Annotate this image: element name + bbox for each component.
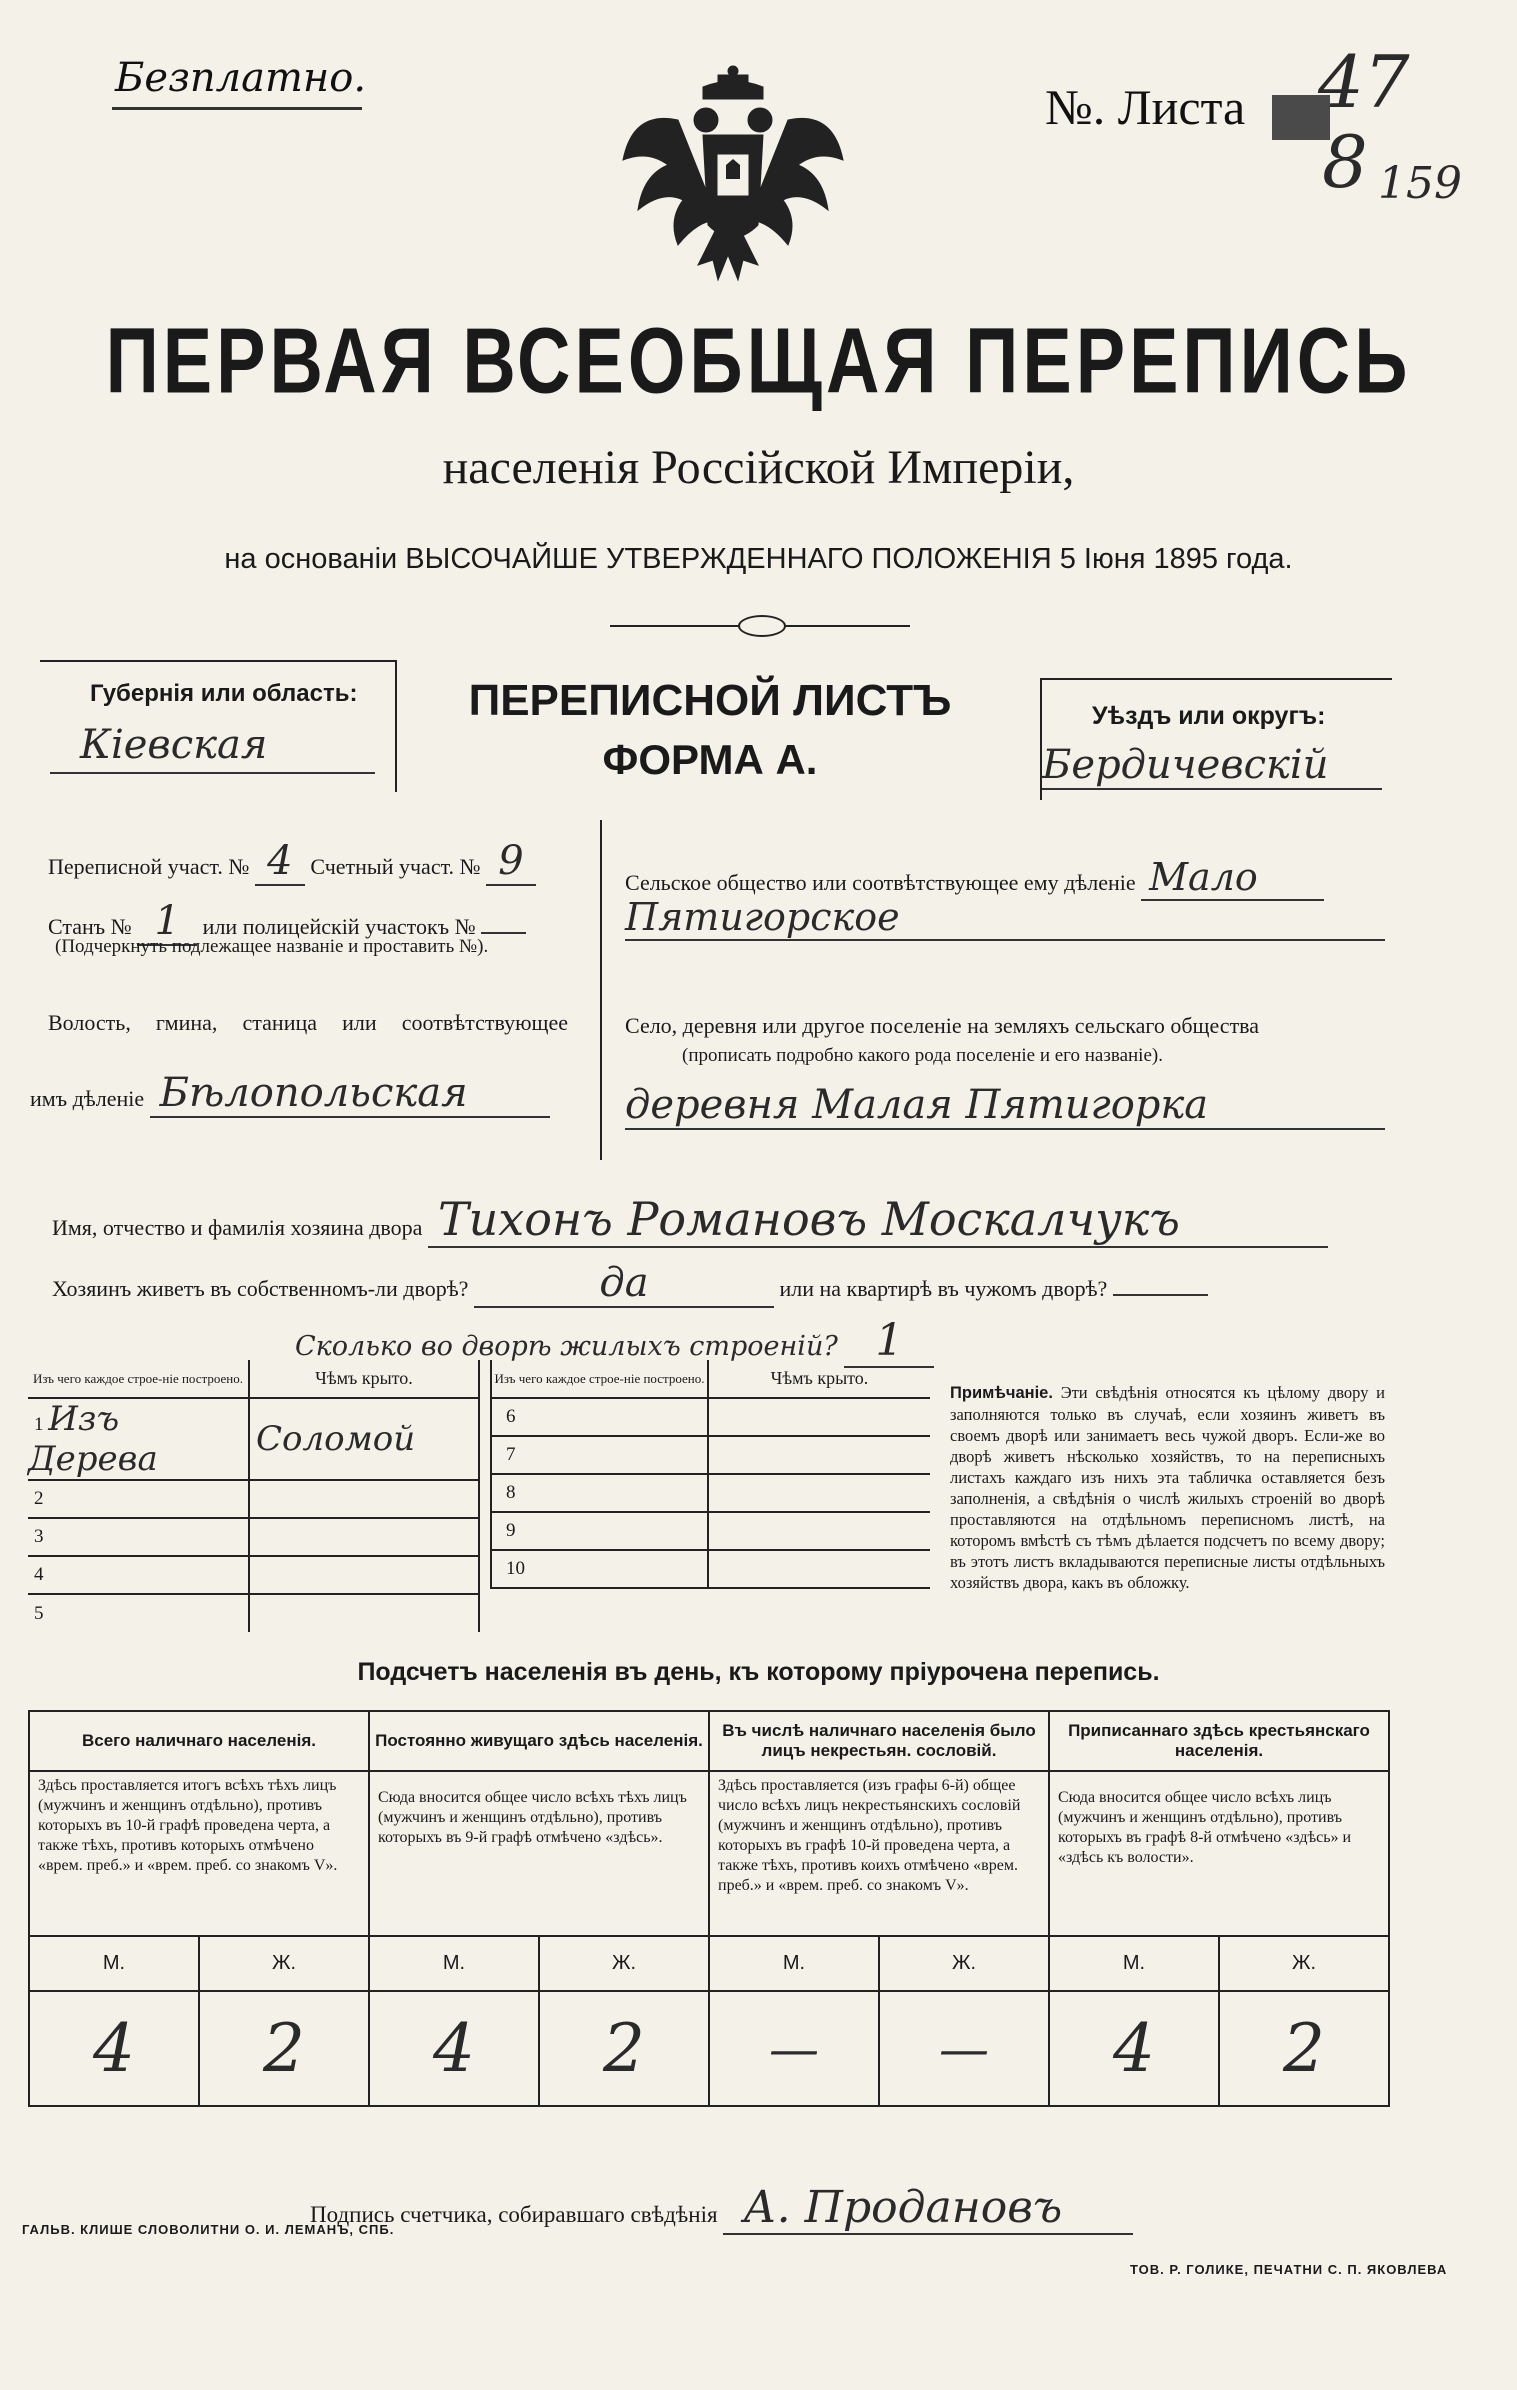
uezd-label: Уѣздъ или округъ: — [1092, 702, 1326, 730]
guberniya-value: Кіевская — [80, 722, 268, 768]
row-num: 4 — [34, 1564, 44, 1585]
owner-name-value: Тихонъ Романовъ Москалчукъ — [428, 1192, 1328, 1248]
pop-header-4: Приписаннаго здѣсь крестьянскаго населенія. — [1049, 1711, 1389, 1771]
pop-desc-2: Сюда вносится общее число всѣхъ тѣхъ лицъ (мужчинъ и женщинъ отдѣльно), противъ которыхъ въ 9-й графѣ отмѣчено «здѣсь». — [369, 1771, 709, 1936]
row-num: 7 — [506, 1444, 516, 1465]
pop-value-f-2: 2 — [539, 1991, 709, 2106]
population-table — [28, 1710, 1390, 2107]
society-label: Сельское общество или соотвѣтствующее ему дѣленіе — [625, 870, 1136, 895]
form-title: ПЕРЕПИСНОЙ ЛИСТЪ — [468, 676, 952, 725]
row-num: 1 — [34, 1414, 44, 1435]
owner-own-label: Хозяинъ живетъ въ собственномъ-ли дворѣ? — [52, 1276, 469, 1301]
remark-title: Примѣчаніе. — [950, 1384, 1053, 1402]
population-title: Подсчетъ населенія въ день, къ которому пріурочена перепись. — [357, 1658, 1160, 1686]
roof-cell: Соломой — [256, 1419, 416, 1459]
pop-value-m-1: 4 — [29, 1991, 199, 2106]
m-label: М. — [709, 1936, 879, 1991]
ornament-center — [738, 615, 786, 637]
material-header: Изъ чего каждое строе-ніе построено. — [491, 1360, 708, 1398]
free-label-underline — [112, 107, 362, 110]
stan-label: Станъ № — [48, 914, 132, 939]
row-num: 10 — [506, 1558, 525, 1579]
page-subtitle: населенія Россійской Имперіи, — [442, 441, 1075, 494]
owner-rent-line — [1113, 1294, 1208, 1296]
m-label: М. — [1049, 1936, 1219, 1991]
material-cell: Изъ Дерева — [28, 1399, 158, 1479]
police-label: или полицейскій участокъ № — [202, 914, 476, 939]
village-value: деревня Малая Пятигорка — [625, 1082, 1385, 1130]
pop-value-m-4: 4 — [1049, 1991, 1219, 2106]
pop-value-f-3: — — [879, 1991, 1049, 2106]
owner-name-row — [52, 1192, 1392, 1248]
owner-own-value: да — [474, 1260, 774, 1308]
table-row — [28, 1556, 479, 1594]
signature-row — [310, 2182, 1133, 2235]
row-num: 8 — [506, 1482, 516, 1503]
table-row — [491, 1398, 930, 1436]
guberniya-label: Губернія или область: — [90, 680, 358, 707]
uezd-line — [1042, 788, 1382, 790]
sheet-number-c: 159 — [1378, 158, 1462, 209]
footer-right: ТОВ. Р. ГОЛИКЕ, ПЕЧАТНИ С. П. ЯКОВЛЕВА — [1130, 2262, 1448, 2277]
f-label: Ж. — [539, 1936, 709, 1991]
table-row — [28, 1594, 479, 1632]
volost-row — [30, 1070, 570, 1118]
column-divider — [600, 820, 602, 1160]
row-num: 6 — [506, 1406, 516, 1427]
count-district-label: Счетный участ. № — [310, 854, 481, 879]
remark — [950, 1382, 1385, 1593]
owner-rent-label: или на квартирѣ въ чужомъ дворѣ? — [779, 1276, 1108, 1301]
row-num: 5 — [34, 1602, 44, 1624]
page-title: ПЕРВАЯ ВСЕОБЩАЯ ПЕРЕПИСЬ — [105, 308, 1412, 413]
imperial-eagle-icon — [618, 65, 848, 290]
owner-own-row — [52, 1260, 1392, 1308]
row-num: 9 — [506, 1520, 516, 1541]
roof-header: Чѣмъ крыто. — [249, 1360, 479, 1398]
buildings-label: Сколько во дворѣ жилыхъ строеній? — [295, 1331, 838, 1362]
table-row — [491, 1550, 930, 1588]
pop-value-f-4: 2 — [1219, 1991, 1389, 2106]
census-district-value: 4 — [255, 838, 305, 886]
volost-value: Бѣлопольская — [150, 1070, 550, 1118]
f-label: Ж. — [1219, 1936, 1389, 1991]
pop-header-2: Постоянно живущаго здѣсь населенія. — [369, 1711, 709, 1771]
uezd-box — [1040, 678, 1392, 800]
basis-line: на основаніи ВЫСОЧАЙШЕ УТВЕРЖДЕННАГО ПОЛОЖЕНІЯ 5 Іюня 1895 года. — [224, 543, 1293, 575]
police-line — [481, 932, 526, 934]
pop-header-1: Всего наличнаго населенія. — [29, 1711, 369, 1771]
roof-header: Чѣмъ крыто. — [708, 1360, 930, 1398]
count-district-value: 9 — [486, 838, 536, 886]
pop-value-m-3: — — [709, 1991, 879, 2106]
table-row — [28, 1480, 479, 1518]
buildings-table-left — [28, 1360, 480, 1632]
sheet-number-b: 8 — [1322, 120, 1368, 204]
table-row — [491, 1474, 930, 1512]
row-num: 2 — [34, 1488, 44, 1509]
material-header: Изъ чего каждое строе-ніе построено. — [28, 1360, 249, 1398]
stan-value: 1 — [137, 898, 197, 946]
footer-left: ГАЛЬВ. КЛИШЕ СЛОВОЛИТНИ О. И. ЛЕМАНЪ, СПБ. — [22, 2222, 395, 2237]
pop-header-3: Въ числѣ наличнаго населенія было лицъ некрестьян. сословій. — [709, 1711, 1049, 1771]
f-label: Ж. — [199, 1936, 369, 1991]
uezd-value: Бердичевскій — [1042, 742, 1329, 788]
row-num: 3 — [34, 1526, 44, 1547]
pop-value-m-2: 4 — [369, 1991, 539, 2106]
buildings-table-right — [490, 1360, 930, 1589]
free-label: Безплатно. — [115, 55, 367, 101]
signature-value: А. Продановъ — [723, 2182, 1133, 2235]
table-row — [28, 1398, 479, 1480]
census-district-label: Переписной участ. № — [48, 854, 250, 879]
volost-label: Волость, гмина, станица или соотвѣтствующее — [48, 1010, 568, 1035]
pop-desc-1: Здѣсь проставляется итогъ всѣхъ тѣхъ лицъ (мужчинъ и женщинъ отдѣльно), противъ которыхъ въ 10-й графѣ проведена черта, а также тѣхъ, противъ которыхъ отмѣчено «врем. преб.» и «врем. преб. со знакомъ V». — [29, 1771, 369, 1936]
buildings-value: 1 — [844, 1315, 934, 1368]
m-label: М. — [29, 1936, 199, 1991]
pop-desc-3: Здѣсь проставляется (изъ графы 6-й) общее число всѣхъ лицъ некрестьянскихъ сословій (мужчинъ и женщинъ отдѣльно), противъ которыхъ въ графѣ 10-й проведена черта, а также тѣхъ, противъ коихъ отмѣчено «врем. преб.» и «врем. преб. со знакомъ V». — [709, 1771, 1049, 1936]
sheet-label: №. Листа — [1045, 79, 1246, 135]
form-subtitle: ФОРМА А. — [602, 736, 818, 783]
sheet-number-a: 47 — [1318, 40, 1410, 124]
f-label: Ж. — [879, 1936, 1049, 1991]
table-row — [28, 1518, 479, 1556]
village-note: (прописать подробно какого рода поселеніе и его названіе). — [682, 1045, 1163, 1066]
signature-label: Подпись счетчика, собиравшаго свѣдѣнія — [310, 2202, 718, 2227]
society-value2: Пятигорское — [625, 895, 1385, 941]
village-label: Село, деревня или другое поселеніе на земляхъ сельскаго общества — [625, 1013, 1260, 1038]
society-value: Мало — [1141, 855, 1324, 901]
guberniya-box — [40, 660, 397, 792]
table-row — [491, 1512, 930, 1550]
census-district-row — [48, 838, 588, 886]
m-label: М. — [369, 1936, 539, 1991]
pop-value-f-1: 2 — [199, 1991, 369, 2106]
guberniya-line — [50, 772, 375, 774]
table-row — [491, 1436, 930, 1474]
owner-name-label: Имя, отчество и фамилія хозяина двора — [52, 1215, 423, 1240]
volost-label2: имъ дѣленіе — [30, 1086, 145, 1111]
stan-note: (Подчеркнуть подлежащее названіе и проставить №). — [55, 936, 489, 957]
remark-text: Эти свѣдѣнія относятся къ цѣлому двору и заполняются только въ случаѣ, если хозяинъ живетъ въ своемъ дворѣ или занимаетъ весь чужой дворъ. Если-же во дворѣ живетъ нѣсколько хозяйствъ, то на переписныхъ листахъ каждаго изъ нихъ эта табличка оставляется безъ заполненія, а свѣдѣнія о числѣ жилыхъ строеній во дворѣ проставляются на отдѣльномъ переписномъ листѣ, на которомъ вмѣстѣ съ тѣмъ дѣлается подсчетъ по всему двору; въ этотъ листъ вкладываются переписные листы отдѣльныхъ хозяйствъ двора, какъ въ обложку. — [950, 1383, 1385, 1592]
pop-desc-4: Сюда вносится общее число всѣхъ лицъ (мужчинъ и женщинъ отдѣльно), противъ которыхъ въ графѣ 8-й отмѣчено «здѣсь» и «здѣсь къ волости». — [1049, 1771, 1389, 1936]
